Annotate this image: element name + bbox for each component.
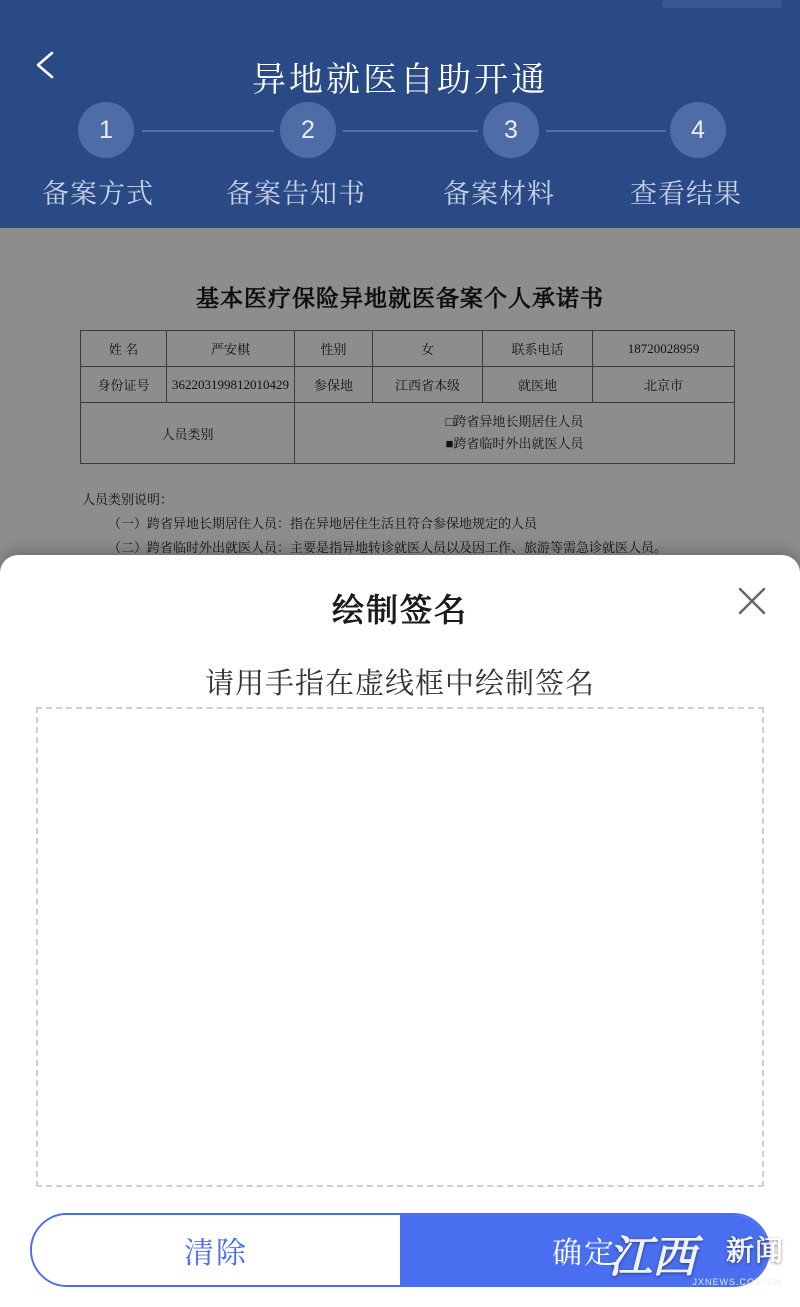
cell-treatplace-value: 北京市 [593,367,735,403]
stepper-circles [60,100,740,160]
modal-title: 绘制签名 [331,592,468,628]
watermark-text: 新闻 [725,1235,784,1266]
status-bar [0,0,800,14]
stepper-label-4: 查看结果 [630,179,742,209]
cell-category-label: 人员类别 [81,403,295,464]
cell-gender-value: 女 [373,331,483,367]
stepper-connector [343,130,478,132]
watermark-subtext: JXNEWS.COM.CN [692,1277,782,1287]
status-bar-indicators [662,0,782,8]
cell-insured-label: 参保地 [295,367,373,403]
document-note [82,488,734,560]
page-header [0,0,800,228]
stepper [0,100,800,220]
stepper-connector [546,130,666,132]
stepper-step-1[interactable]: 1 [78,102,134,158]
watermark-logo: 江西 [608,1233,696,1282]
signature-modal [0,555,800,1307]
cell-insured-value: 江西省本级 [373,367,483,403]
stepper-step-3[interactable]: 3 [483,102,539,158]
cell-name-value: 严安棋 [167,331,295,367]
stepper-label-3: 备案材料 [443,179,555,209]
stepper-step-2[interactable]: 2 [280,102,336,158]
category-option-2: ■跨省临时外出就医人员 [445,436,584,452]
stepper-step-4[interactable]: 4 [670,102,726,158]
cell-name-label: 姓 名 [81,331,167,367]
stepper-connector [142,130,274,132]
table-row [81,367,735,403]
confirm-button[interactable]: 确定 [400,1215,768,1285]
clear-button[interactable]: 清除 [32,1215,400,1285]
cell-treatplace-label: 就医地 [483,367,593,403]
nav-bar [0,14,800,98]
document-title: 基本医疗保险异地就医备案个人承诺书 [196,286,604,311]
table-row [81,331,735,367]
cell-category-options [295,403,735,464]
stepper-label-2: 备案告知书 [226,179,366,209]
close-icon[interactable] [732,581,772,621]
document-info-table [80,330,735,464]
cell-idcard-value: 362203199812010429 [167,367,295,403]
table-row [81,403,735,464]
modal-actions [30,1213,770,1287]
cell-gender-label: 性别 [295,331,373,367]
cell-phone-value: 18720028959 [593,331,735,367]
page-title: 异地就医自助开通 [252,61,548,99]
modal-subtitle: 请用手指在虚线框中绘制签名 [204,668,595,700]
cell-phone-label: 联系电话 [483,331,593,367]
note-title: 人员类别说明： [82,492,174,507]
signature-canvas[interactable] [36,707,764,1187]
note-item-2: （二）跨省临时外出就医人员：主要是指异地转诊就医人员以及因工作、旅游等需急诊就医人员。 [108,540,668,556]
cell-idcard-label: 身份证号 [81,367,167,403]
stepper-label-1: 备案方式 [42,179,154,209]
stepper-labels [0,172,800,218]
note-item-1: （一）跨省异地长期居住人员：指在异地居住生活且符合参保地规定的人员 [108,516,538,532]
category-option-1: □跨省异地长期居住人员 [445,414,584,429]
